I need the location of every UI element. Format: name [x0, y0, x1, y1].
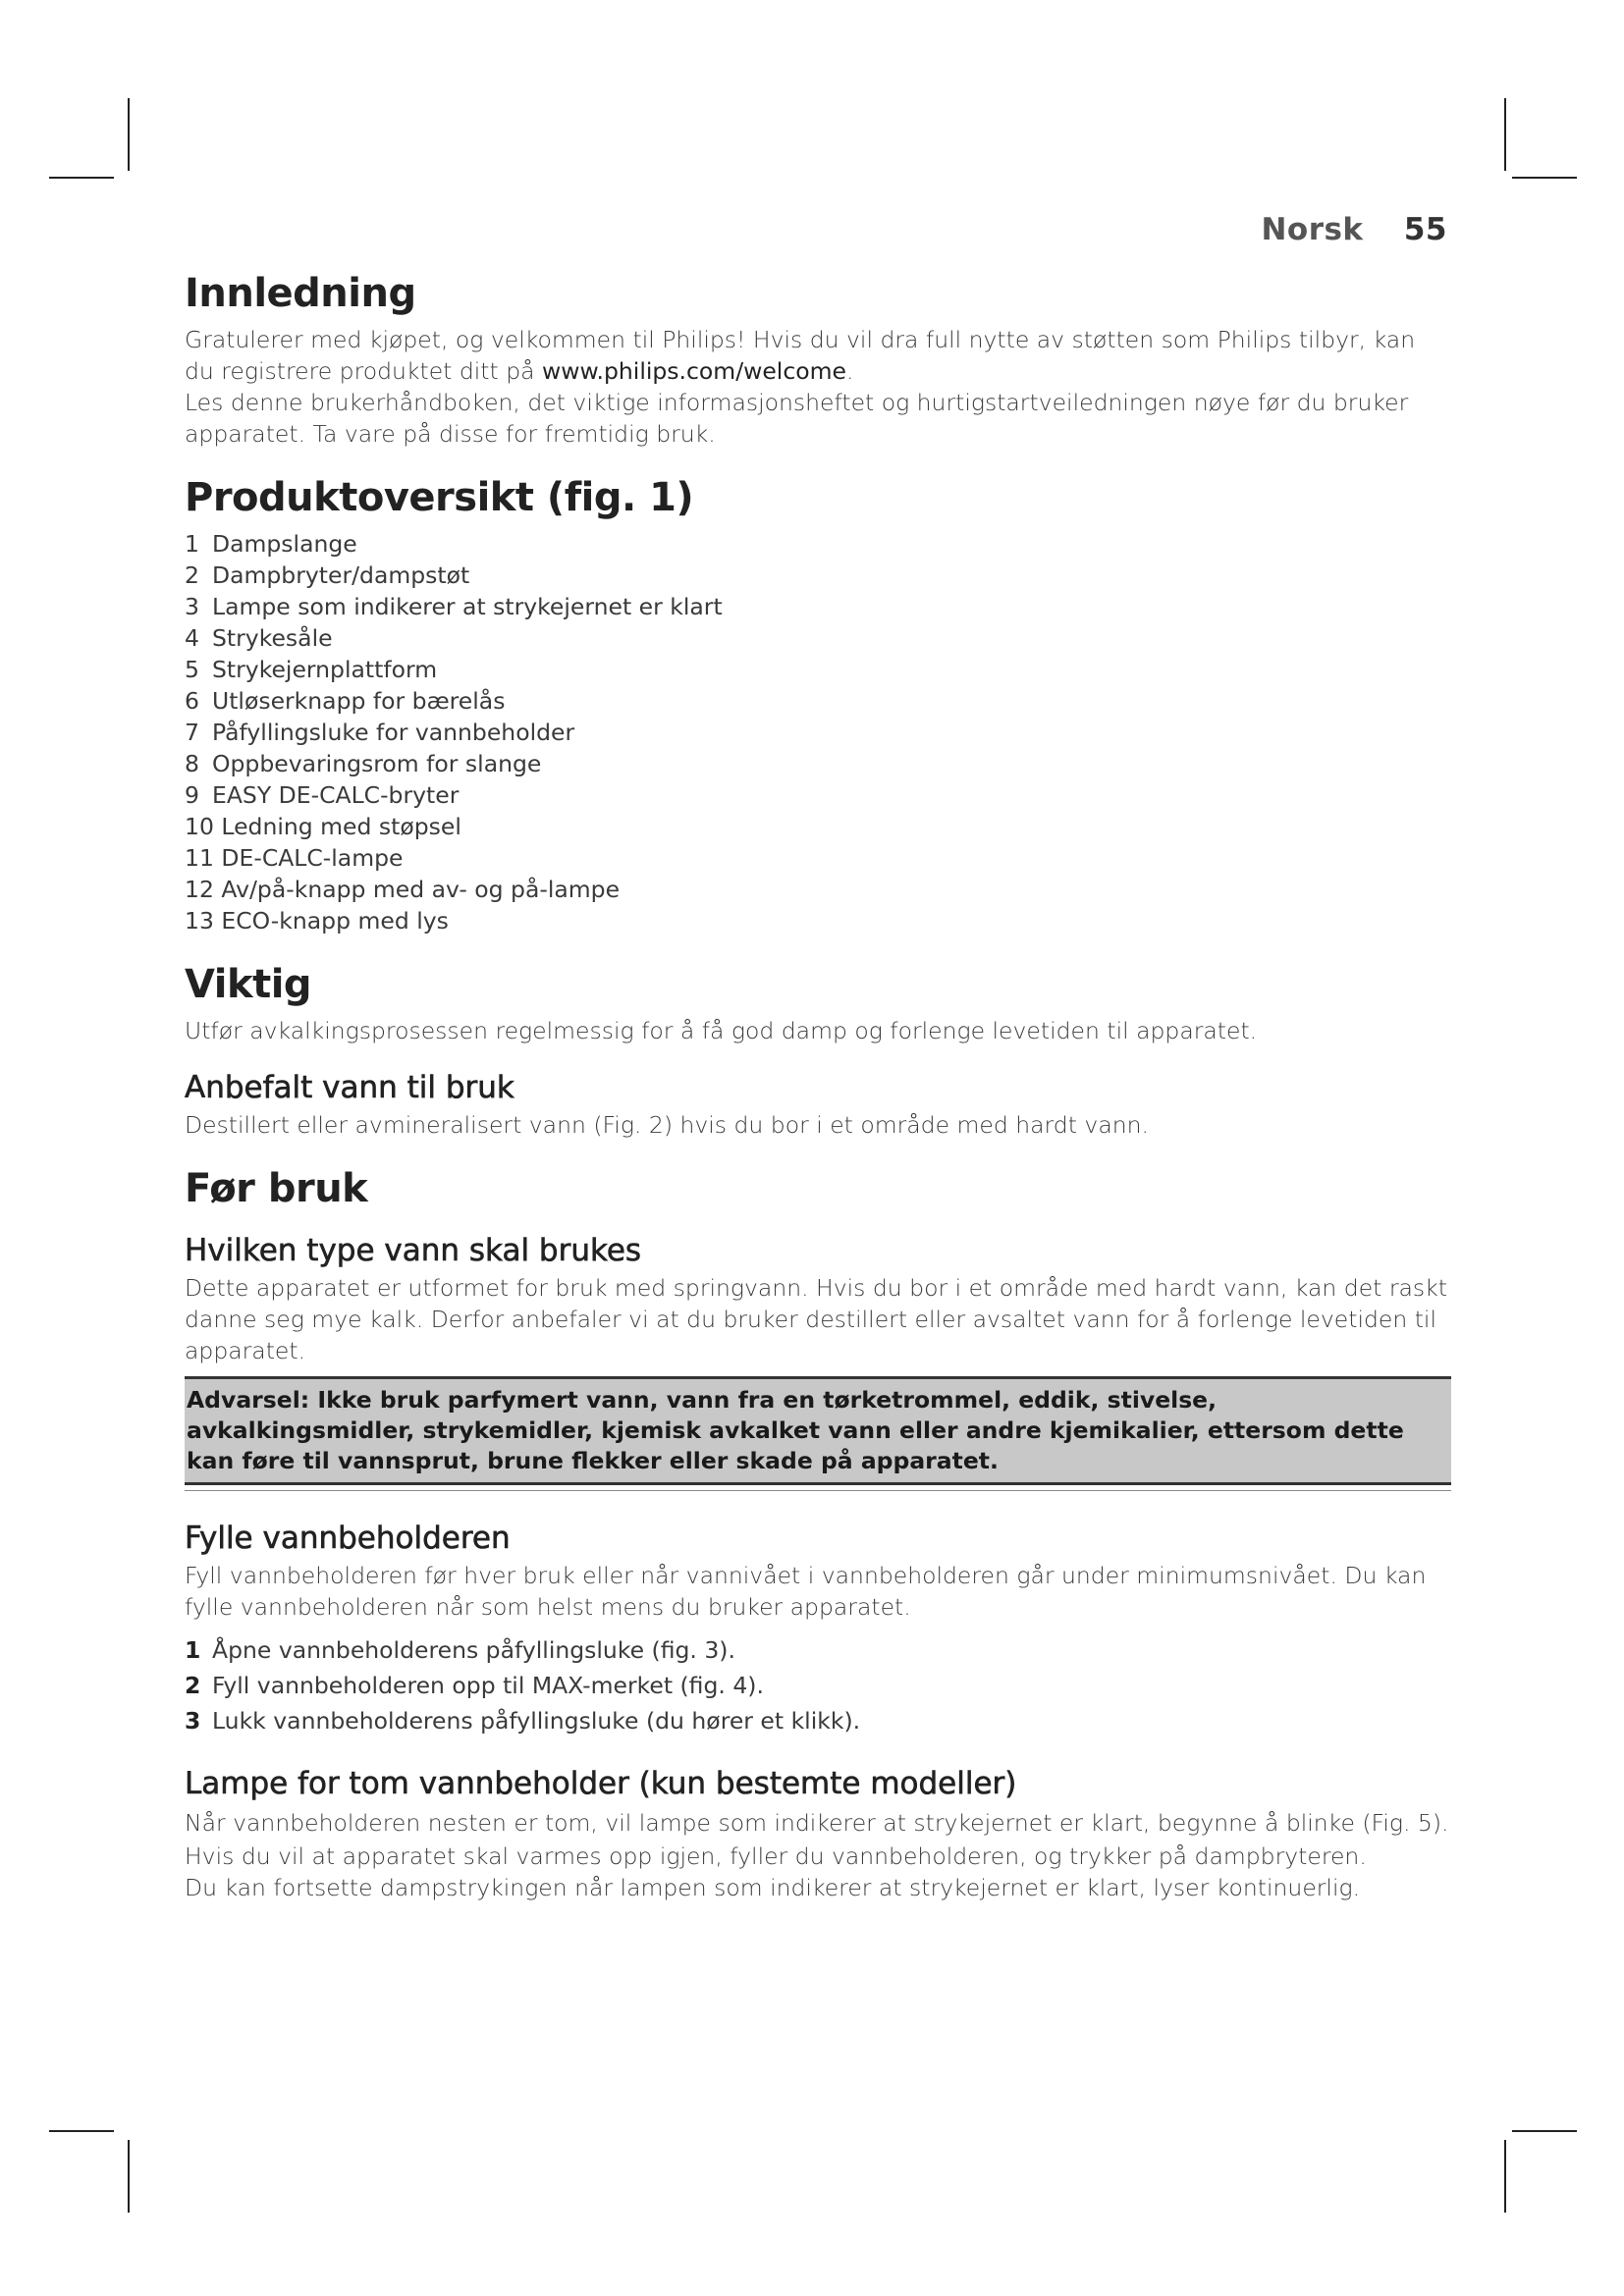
warning-box: [185, 1376, 1451, 1485]
intro-section: [185, 271, 1451, 450]
list-item: 6 Utløserknapp for bærelås: [185, 687, 506, 715]
fill-steps: [185, 1632, 1451, 1738]
overview-section: [185, 475, 1451, 936]
intro-paragraph-1: Gratulerer med kjøpet, og velkommen til Philips! Hvis du vil dra full nytte av støtten som Philips tilbyr, kan du registrere produktet ditt på www.philips.com/welcome.: [185, 326, 1416, 385]
important-section: [185, 962, 1451, 1141]
fill-title: Fylle vannbeholderen: [185, 1521, 511, 1556]
welcome-link[interactable]: www.philips.com/welcome: [542, 357, 846, 385]
list-item: 2 Fyll vannbeholderen opp til MAX-merket (fig. 4).: [185, 1672, 764, 1699]
crop-mark: [49, 2130, 114, 2132]
list-item: 13 ECO-knapp med lys: [185, 907, 449, 934]
list-item: 1 Dampslange: [185, 530, 357, 558]
list-item: 11 DE-CALC-lampe: [185, 844, 404, 872]
important-title: Viktig: [185, 962, 312, 1007]
lamp-subsection: [185, 1766, 1451, 1903]
crop-mark: [1504, 98, 1506, 171]
lamp-text-1: Når vannbeholderen nesten er tom, vil lampe som indikerer at strykejernet er klart, begynne å blinke (Fig. 5).: [185, 1809, 1449, 1837]
water-type-text: Dette apparatet er utformet for bruk med springvann. Hvis du bor i et område med hardt vann, kan det raskt danne seg mye kalk. Derfor anbefaler vi at du bruker destillert eller avsaltet vann for å forlenge levetiden til apparatet.: [185, 1274, 1447, 1364]
crop-mark: [1512, 2130, 1577, 2132]
language-label: Norsk: [1261, 212, 1364, 247]
list-item: 4 Strykesåle: [185, 624, 333, 652]
lamp-title: Lampe for tom vannbeholder (kun bestemte modeller): [185, 1766, 1017, 1801]
before-use-title: Før bruk: [185, 1166, 368, 1211]
lamp-text-3: Du kan fortsette dampstrykingen når lampen som indikerer at strykejernet er klart, lyser kontinuerlig.: [185, 1874, 1361, 1901]
crop-mark: [128, 98, 130, 171]
page-header: [1261, 212, 1447, 247]
crop-mark: [128, 2140, 130, 2213]
page-number: 55: [1403, 212, 1447, 247]
list-item: 10 Ledning med støpsel: [185, 813, 461, 840]
overview-list: [185, 528, 1451, 936]
list-item: 9 EASY DE-CALC-bryter: [185, 781, 460, 809]
before-use-section: [185, 1166, 1451, 1903]
crop-mark: [1512, 177, 1577, 179]
lamp-text-2: Hvis du vil at apparatet skal varmes opp igjen, fyller du vannbeholderen, og trykker på dampbryteren.: [185, 1842, 1367, 1870]
crop-mark: [49, 177, 114, 179]
list-item: 7 Påfyllingsluke for vannbeholder: [185, 719, 575, 746]
list-item: 8 Oppbevaringsrom for slange: [185, 750, 542, 777]
overview-title: Produktoversikt (fig. 1): [185, 475, 694, 520]
fill-text: Fyll vannbeholderen før hver bruk eller når vannivået i vannbeholderen går under minimumsnivået. Du kan fylle vannbeholderen når som helst mens du bruker apparatet.: [185, 1562, 1427, 1621]
intro-title: Innledning: [185, 271, 416, 316]
page-content: [185, 271, 1451, 1937]
list-item: 1 Åpne vannbeholderens påfyllingsluke (fig. 3).: [185, 1636, 735, 1664]
fill-subsection: [185, 1521, 1451, 1738]
warning-text: Advarsel: Ikke bruk parfymert vann, vann fra en tørketrommel, eddik, stivelse, avkalkingsmidler, strykemidler, kjemisk avkalket vann eller andre kjemikalier, ettersom dette kan føre til vannsprut, brune flekker eller skade på apparatet.: [187, 1386, 1404, 1474]
list-item: 5 Strykejernplattform: [185, 656, 438, 683]
important-text: Utfør avkalkingsprosessen regelmessig for å få god damp og forlenge levetiden til apparatet.: [185, 1017, 1258, 1044]
list-item: 3 Lampe som indikerer at strykejernet er klart: [185, 593, 723, 620]
crop-mark: [1504, 2140, 1506, 2213]
list-item: 3 Lukk vannbeholderens påfyllingsluke (du hører et klikk).: [185, 1707, 861, 1735]
list-item: 2 Dampbryter/dampstøt: [185, 561, 470, 589]
water-type-title: Hvilken type vann skal brukes: [185, 1233, 642, 1268]
recommended-water-title: Anbefalt vann til bruk: [185, 1070, 514, 1105]
list-item: 12 Av/på-knapp med av- og på-lampe: [185, 876, 621, 903]
intro-paragraph-2: Les denne brukerhåndboken, det viktige informasjonsheftet og hurtigstartveiledningen nøye før du bruker apparatet. Ta vare på disse for fremtidig bruk.: [185, 389, 1409, 448]
recommended-water-text: Destillert eller avmineralisert vann (Fig. 2) hvis du bor i et område med hardt vann.: [185, 1111, 1149, 1139]
